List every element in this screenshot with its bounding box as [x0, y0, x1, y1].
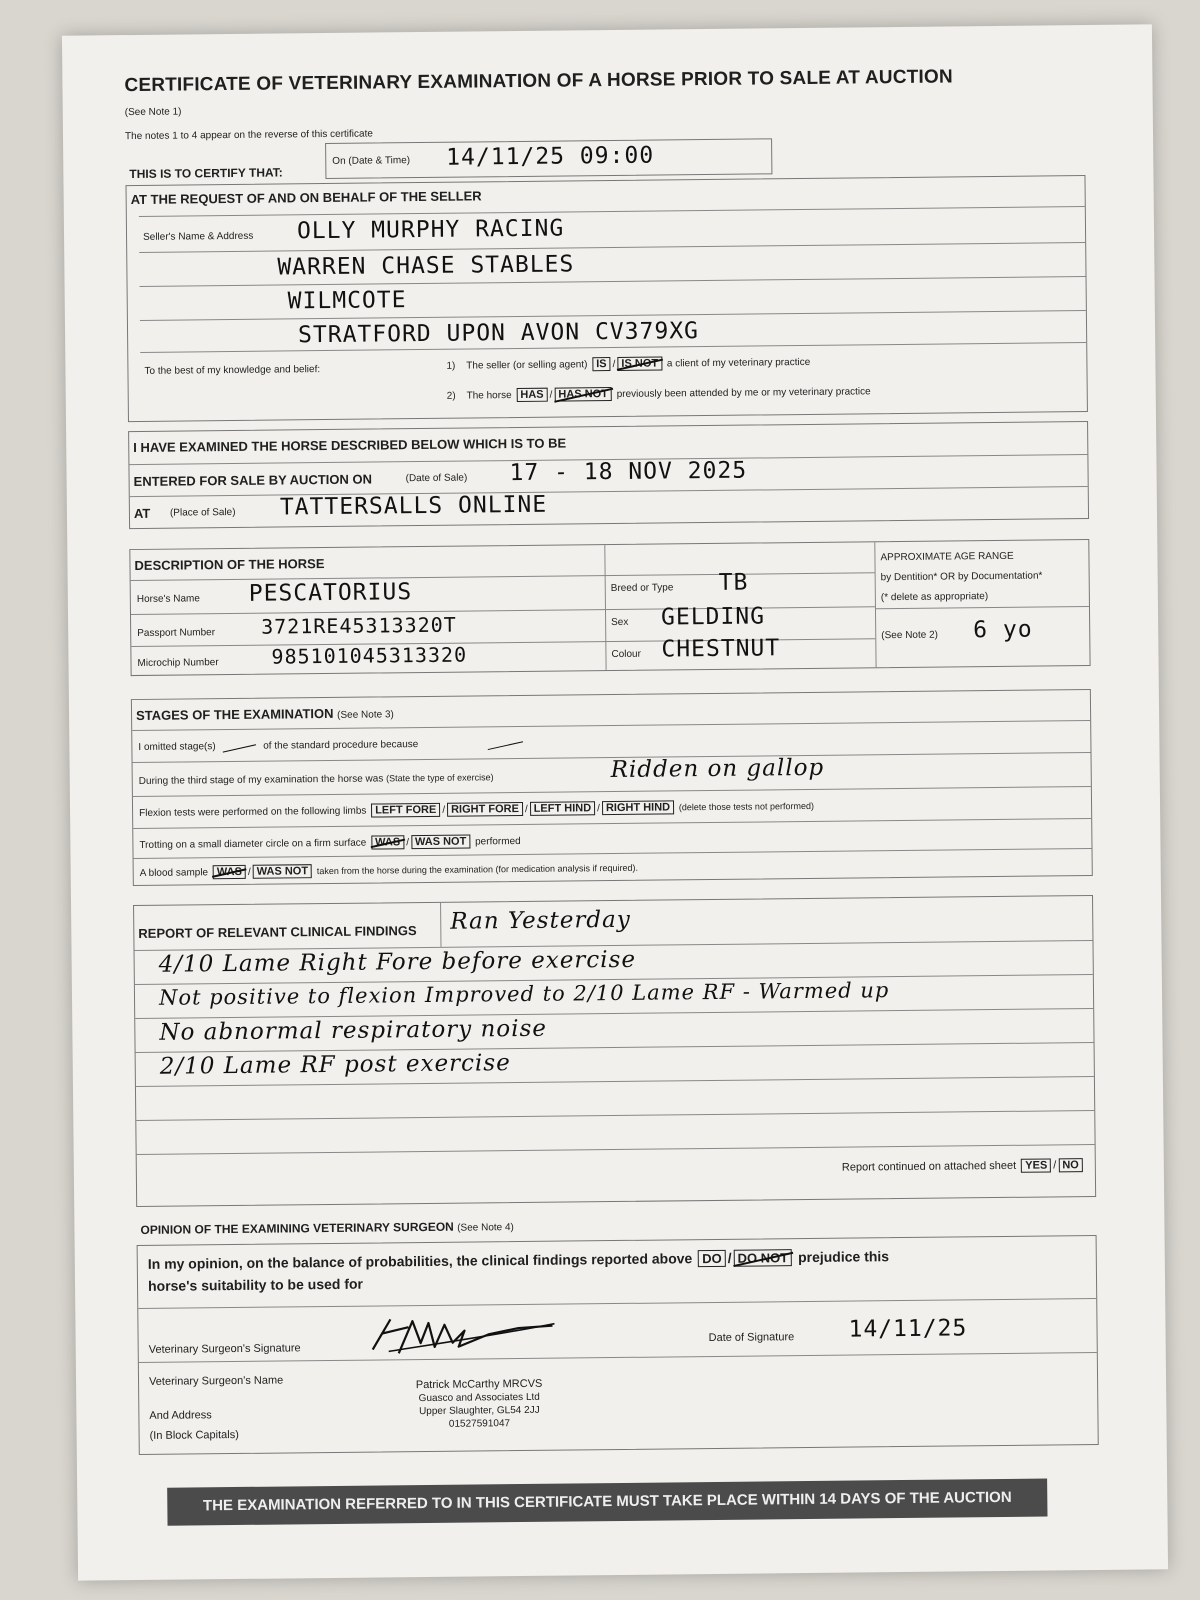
rule: [875, 606, 1089, 609]
opinion-line-1: In my opinion, on the balance of probabilities, the clinical findings reported above DO / DO NOT prejudice this: [147, 1248, 890, 1272]
opinion-do: DO: [698, 1250, 726, 1267]
omitted-stage: [138, 738, 523, 753]
seller-name-label: Seller's Name & Address: [142, 230, 254, 243]
report-section: [133, 895, 1096, 1207]
rule: [136, 1110, 1094, 1121]
rule: [133, 786, 1091, 797]
seller-line-4: STRATFORD UPON AVON CV379XG: [297, 318, 700, 349]
sale-place-value: TATTERSALLS ONLINE: [279, 491, 548, 521]
seller-section: [126, 175, 1088, 422]
age-value: 6 yo: [973, 616, 1033, 644]
passport-value: 3721RE45313320T: [261, 612, 457, 639]
sale-date-value: 17 - 18 NOV 2025: [509, 457, 748, 487]
flexion-note: (delete those tests not performed): [678, 800, 814, 813]
report-line-2: 4/10 Lame Right Fore before exercise: [158, 946, 637, 978]
colour-label: Colour: [611, 648, 641, 661]
seller-line-1: OLLY MURPHY RACING: [296, 215, 565, 245]
vet-stamp: [379, 1377, 580, 1431]
vet-address: Upper Slaughter, GL54 2JJ: [418, 1404, 540, 1418]
vet-address-label: And Address: [149, 1409, 212, 1422]
continued-no: NO: [1058, 1158, 1083, 1172]
statement-2: 2) The horse HAS / HAS NOT previously been attended by me or my veterinary practice: [446, 386, 871, 402]
passport-label: Passport Number: [137, 627, 216, 639]
date-of-signature-label: Date of Signature: [708, 1331, 795, 1345]
seller-line-2: WARREN CHASE STABLES: [277, 251, 575, 281]
sale-heading-2: ENTERED FOR SALE BY AUCTION ON: [133, 471, 373, 490]
report-heading: REPORT OF RELEVANT CLINICAL FINDINGS: [138, 923, 417, 941]
vet-name: Patrick McCarthy MRCVS: [415, 1377, 543, 1392]
date-of-signature-value: 14/11/25: [848, 1315, 968, 1343]
stmt2-post: previously been attended by me or my veterinary practice: [616, 386, 871, 400]
opinion-heading: [140, 1219, 514, 1237]
report-line-1: Ran Yesterday: [450, 906, 631, 935]
rule: [132, 720, 1090, 731]
third-stage: [139, 772, 494, 787]
opinion-line-2: horse's suitability to be used for: [147, 1275, 364, 1294]
colour-value: CHESTNUT: [661, 635, 781, 663]
sex-value: GELDING: [660, 603, 766, 631]
stmt2-has: HAS: [516, 388, 547, 402]
age-note: (See Note 2): [881, 629, 939, 642]
flexion-row: Flexion tests were performed on the following limbs LEFT FORE / RIGHT FORE / LEFT HIND / RIGHT HIND (delete those tests not performed): [139, 800, 814, 819]
horse-name-value: PESCATORIUS: [248, 579, 413, 607]
omitted-pre: I omitted stage(s): [138, 741, 216, 753]
blood-wasnot: WAS NOT: [253, 864, 312, 879]
see-note-1: (See Note 1): [124, 106, 182, 119]
stages-section: [131, 689, 1093, 886]
rule: [139, 206, 1085, 217]
footer-banner: THE EXAMINATION REFERRED TO IN THIS CERTIFICATE MUST TAKE PLACE WITHIN 14 DAYS OF THE AUCTION: [167, 1479, 1047, 1526]
flexion-label: Flexion tests were performed on the following limbs: [139, 805, 367, 819]
stmt1-num: 1): [446, 360, 456, 372]
stmt2-num: 2): [446, 390, 456, 402]
stages-heading-text: STAGES OF THE EXAMINATION: [135, 705, 334, 724]
certificate-page: [62, 24, 1168, 1580]
limb-right-hind: RIGHT HIND: [602, 800, 674, 815]
stmt1-post: a client of my veterinary practice: [666, 356, 811, 370]
opinion-heading-note: (See Note 4): [457, 1222, 514, 1234]
statement-1: 1) The seller (or selling agent) IS / IS NOT a client of my veterinary practice: [446, 356, 811, 372]
age-line: by Dentition* OR by Documentation*: [880, 570, 1043, 584]
rule: [133, 818, 1091, 829]
rule: [440, 903, 441, 947]
limb-left-hind: LEFT HIND: [530, 801, 596, 816]
date-time-box: [325, 138, 772, 179]
continued-label: Report continued on attached sheet: [841, 1159, 1017, 1174]
rule: [131, 572, 875, 581]
stmt1-pre: The seller (or selling agent): [466, 359, 588, 372]
vet-company: Guasco and Associates Ltd: [418, 1391, 540, 1405]
vet-phone: 01527591047: [448, 1418, 511, 1430]
opinion-do-not: DO NOT: [733, 1249, 792, 1267]
blood-row: A blood sample WAS / WAS NOT taken from the horse during the examination (for medication analysis if required).: [139, 862, 639, 879]
vet-name-label: Veterinary Surgeon's Name: [148, 1374, 284, 1388]
age-delete: (* delete as appropriate): [880, 591, 989, 604]
stages-heading: [136, 705, 394, 723]
continued-yes: YES: [1021, 1158, 1051, 1172]
third-stage-label: During the third stage of my examination the horse was: [138, 773, 384, 787]
report-line-5: 2/10 Lame RF post exercise: [159, 1050, 511, 1080]
certify-label: THIS IS TO CERTIFY THAT:: [129, 165, 283, 182]
trot-post: performed: [475, 835, 521, 848]
breed-label: Breed or Type: [610, 582, 674, 595]
on-date-label: On (Date & Time): [332, 155, 411, 167]
trot-label: Trotting on a small diameter circle on a firm surface: [139, 837, 367, 851]
stmt2-hasnot: HAS NOT: [554, 387, 612, 402]
microchip-value: 985101045313320: [271, 642, 468, 669]
rule: [137, 1144, 1095, 1155]
rule: [130, 486, 1088, 497]
seller-line-3: WILMCOTE: [287, 287, 407, 315]
rule: [138, 1298, 1096, 1309]
third-stage-value: Ridden on gallop: [610, 754, 825, 784]
rule: [874, 542, 876, 667]
stmt2-pre: The horse: [466, 390, 512, 402]
stmt1-is: IS: [592, 357, 611, 371]
blood-post: taken from the horse during the examination (for medication analysis if required).: [316, 862, 639, 877]
report-line-4: No abnormal respiratory noise: [159, 1015, 548, 1046]
stages-heading-note: (See Note 3): [337, 709, 394, 721]
horse-heading: DESCRIPTION OF THE HORSE: [134, 556, 325, 574]
rule: [604, 545, 606, 670]
rule: [135, 1008, 1093, 1019]
trot-wasnot: WAS NOT: [411, 835, 470, 850]
omitted-dash: [223, 744, 256, 752]
opinion-section: [137, 1235, 1099, 1455]
certificate-title: CERTIFICATE OF VETERINARY EXAMINATION OF A HORSE PRIOR TO SALE AT AUCTION: [124, 66, 953, 97]
report-continued: Report continued on attached sheet YES / NO: [842, 1158, 1085, 1175]
sale-heading-1: I HAVE EXAMINED THE HORSE DESCRIBED BELOW WHICH IS TO BE: [133, 435, 567, 456]
opinion-text-post: prejudice this: [797, 1248, 890, 1266]
blood-label: A blood sample: [139, 867, 209, 879]
third-stage-hint: (State the type of exercise): [386, 772, 494, 784]
knowledge-label: To the best of my knowledge and belief:: [144, 364, 321, 377]
sale-at-label: AT: [133, 505, 151, 522]
microchip-label: Microchip Number: [137, 657, 219, 669]
stmt1-isnot: IS NOT: [617, 356, 662, 370]
opinion-heading-text: OPINION OF THE EXAMINING VETERINARY SURGEON: [140, 1219, 454, 1237]
horse-name-label: Horse's Name: [136, 593, 200, 605]
signature-label: Veterinary Surgeon's Signature: [148, 1342, 301, 1356]
sex-label: Sex: [611, 616, 629, 629]
limb-left-fore: LEFT FORE: [371, 803, 440, 818]
trot-row: Trotting on a small diameter circle on a firm surface WAS / WAS NOT performed: [139, 835, 521, 851]
opinion-text-pre: In my opinion, on the balance of probabilities, the clinical findings reported above: [147, 1250, 693, 1272]
report-line-3: Not positive to flexion Improved to 2/10 Lame RF - Warmed up: [158, 978, 890, 1010]
sale-section: [128, 421, 1089, 529]
rule: [139, 242, 1085, 253]
sale-place-label: (Place of Sale): [169, 506, 236, 519]
omitted-reason-dash: [487, 741, 522, 750]
notes-text: The notes 1 to 4 appear on the reverse of this certificate: [124, 128, 373, 143]
limb-right-fore: RIGHT FORE: [447, 802, 523, 817]
age-heading: APPROXIMATE AGE RANGE: [880, 550, 1014, 564]
breed-value: TB: [718, 569, 749, 596]
block-capitals-label: (In Block Capitals): [149, 1428, 239, 1442]
horse-section: [129, 539, 1090, 676]
exam-date-value: 14/11/25 09:00: [446, 142, 655, 171]
blood-was: WAS: [213, 865, 246, 879]
omitted-post: of the standard procedure because: [263, 739, 419, 752]
trot-was: WAS: [371, 835, 404, 849]
seller-heading: AT THE REQUEST OF AND ON BEHALF OF THE SELLER: [130, 188, 482, 208]
signature-image: [368, 1312, 558, 1360]
sale-date-label: (Date of Sale): [405, 472, 468, 485]
